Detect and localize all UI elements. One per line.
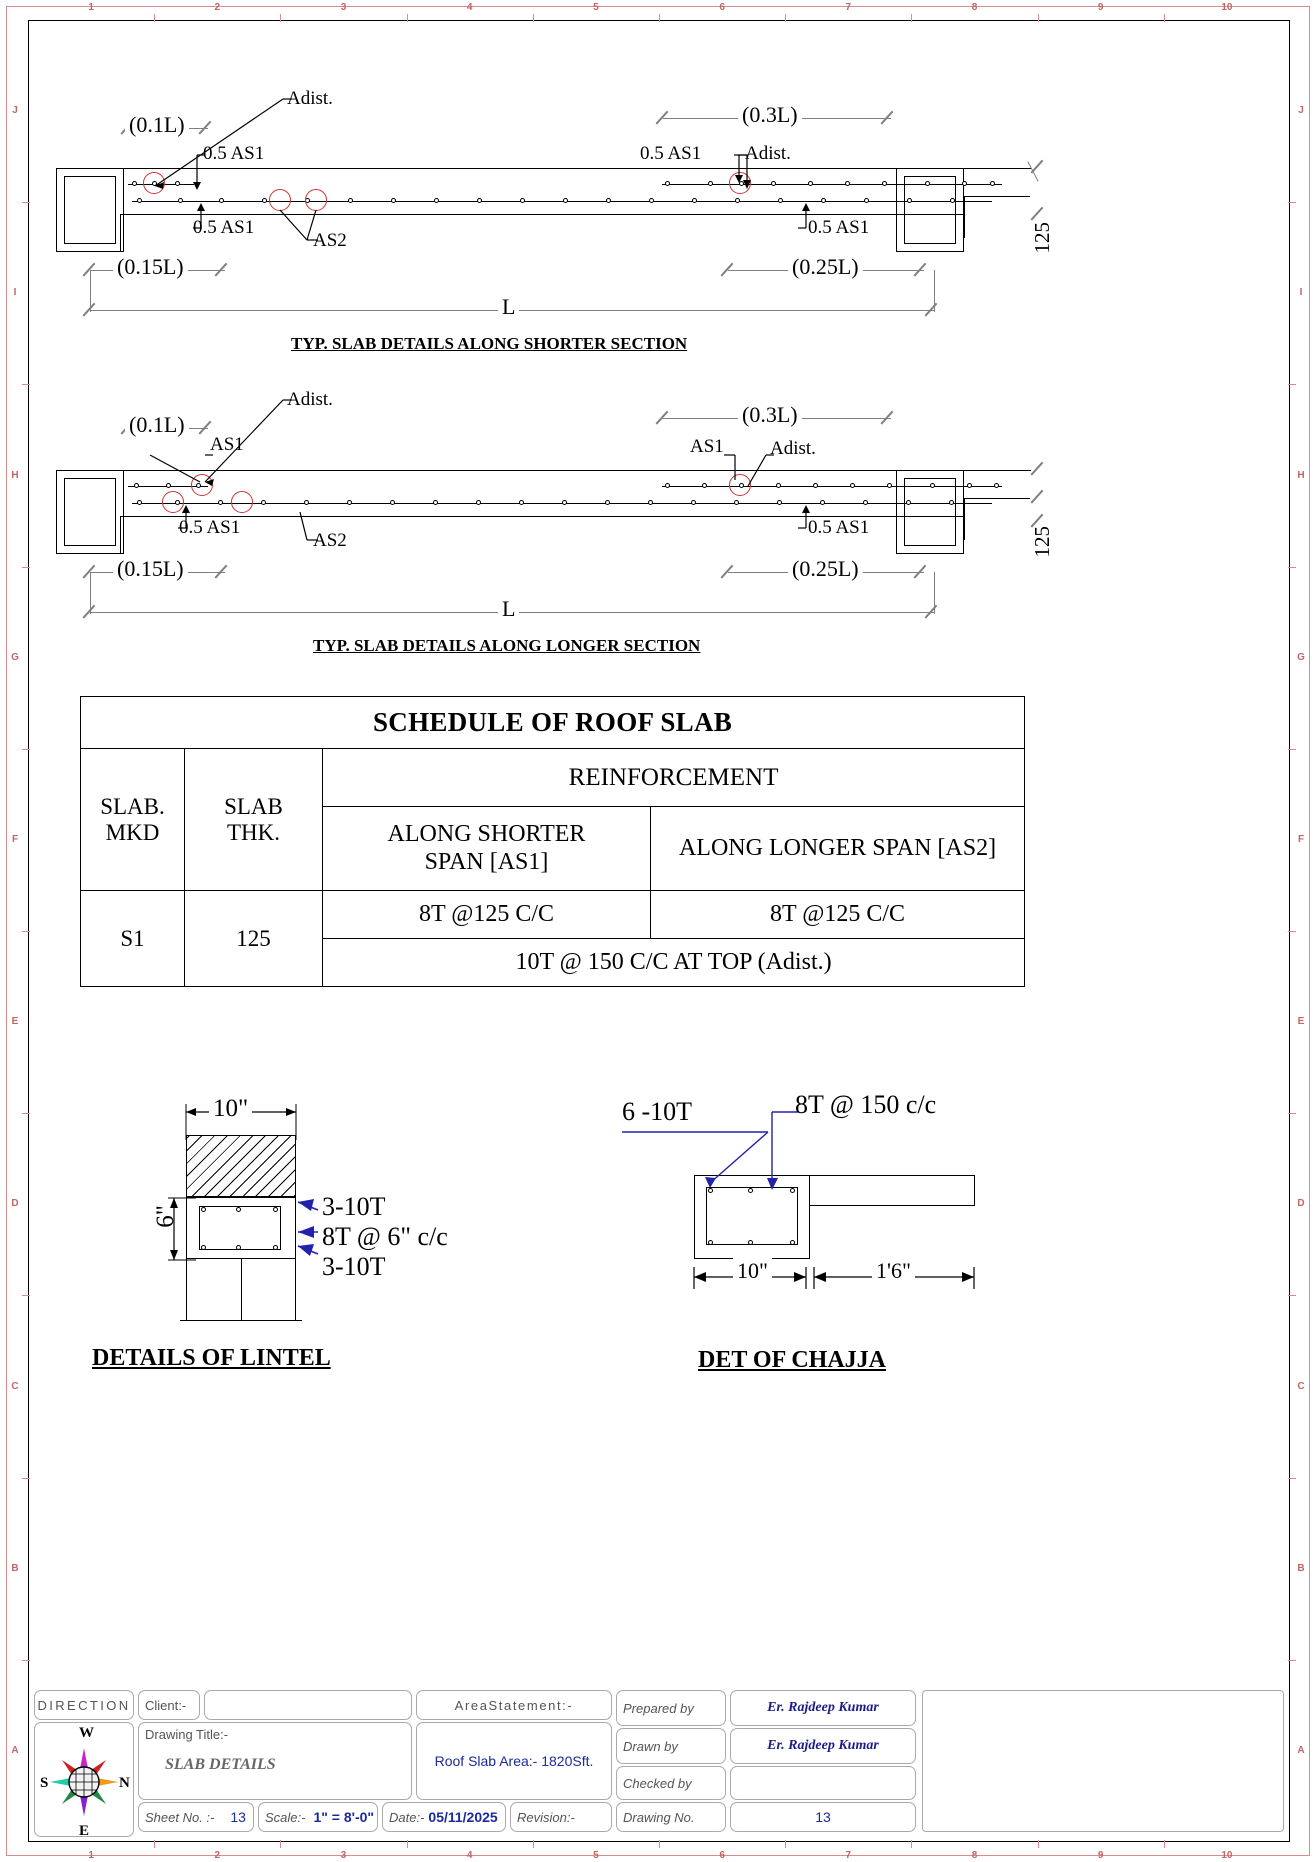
label-as2: AS2 bbox=[313, 230, 347, 251]
prepared-by-value: Er. Rajdeep Kumar bbox=[730, 1690, 916, 1726]
label-top-right-bar: 0.5 AS1 bbox=[640, 143, 702, 164]
grid-row-label: J bbox=[12, 105, 18, 117]
direction-header: DIRECTION bbox=[34, 1690, 134, 1720]
cell-as2: 8T @125 C/C bbox=[651, 891, 1025, 939]
label-bottom-left-bar: 0.5 AS1 bbox=[179, 517, 241, 538]
cell-adist: 10T @ 150 C/C AT TOP (Adist.) bbox=[323, 939, 1025, 987]
dim-03L-longer: (0.3L) bbox=[738, 402, 802, 428]
client-label: Client:- bbox=[138, 1690, 200, 1720]
label-adist-left: Adist. bbox=[287, 88, 333, 109]
drawn-by-value: Er. Rajdeep Kumar bbox=[730, 1728, 916, 1764]
grid-column-label: 6 bbox=[719, 2, 725, 13]
grid-column-label: 7 bbox=[845, 1850, 852, 1861]
grid-column-label: 2 bbox=[214, 2, 221, 13]
grid-column-label: 4 bbox=[466, 1850, 473, 1861]
grid-column-label: 9 bbox=[1097, 1850, 1104, 1861]
cell-slab-thk: 125 bbox=[185, 891, 323, 987]
grid-row-label: C bbox=[1297, 1380, 1305, 1392]
label-bottom-right-bar: 0.5 AS1 bbox=[808, 217, 870, 238]
lintel-detail-title: DETAILS OF LINTEL bbox=[92, 1345, 331, 1371]
lintel-dim-height: 6" bbox=[152, 1205, 179, 1228]
drawn-by-label: Drawn by bbox=[616, 1728, 726, 1764]
grid-column-label: 5 bbox=[593, 2, 599, 13]
grid-row-label: E bbox=[11, 1016, 19, 1028]
chajja-dist-bars-label: 8T @ 150 c/c bbox=[795, 1090, 937, 1119]
drawing-no-value: 13 bbox=[730, 1802, 916, 1832]
dim-025L-longer: (0.25L) bbox=[788, 556, 863, 582]
header-shorter-line1: ALONG SHORTER bbox=[387, 820, 586, 847]
revision-cell: Revision:- bbox=[510, 1802, 612, 1832]
grid-row-label: C bbox=[11, 1380, 19, 1392]
grid-column-label: 9 bbox=[1097, 2, 1104, 13]
label-bottom-right-bar: 0.5 AS1 bbox=[808, 517, 870, 538]
dim-thickness-longer: 125 bbox=[1030, 526, 1054, 558]
grid-column-label: 3 bbox=[340, 1850, 347, 1861]
grid-row-label: G bbox=[11, 651, 19, 663]
grid-row-label: D bbox=[1297, 1198, 1305, 1210]
prepared-by-label: Prepared by bbox=[616, 1690, 726, 1726]
header-slab-mkd-line2: MKD bbox=[105, 819, 160, 845]
chajja-dim-beam: 10" bbox=[733, 1258, 772, 1284]
dim-span-shorter: L bbox=[498, 294, 519, 320]
lintel-dim-width: 10" bbox=[209, 1095, 252, 1123]
lintel-bottom-bars-label: 3-10T bbox=[322, 1252, 386, 1281]
titleblock-blank-panel bbox=[922, 1690, 1284, 1832]
chajja-dim-projection: 1'6" bbox=[872, 1258, 915, 1284]
dim-015L-longer: (0.15L) bbox=[113, 556, 188, 582]
title-block bbox=[34, 1690, 1284, 1838]
compass-label-e: E bbox=[79, 1823, 90, 1839]
label-bottom-left-bar: 0.5 AS1 bbox=[193, 217, 255, 238]
grid-row-label: F bbox=[1297, 833, 1305, 845]
grid-row-label: I bbox=[13, 287, 17, 299]
roof-slab-area-cell: Roof Slab Area:- 1820Sft. bbox=[416, 1722, 612, 1800]
dim-thickness-shorter: 125 bbox=[1030, 222, 1054, 254]
grid-row-label: G bbox=[1297, 651, 1305, 663]
label-as2: AS2 bbox=[313, 530, 347, 551]
drawing-no-label: Drawing No. bbox=[616, 1802, 726, 1832]
grid-row-label: J bbox=[1298, 105, 1304, 117]
header-slab-thk-line2: THK. bbox=[226, 819, 281, 845]
label-top-right-bar: AS1 bbox=[690, 436, 724, 457]
grid-column-label: 10 bbox=[1221, 1850, 1233, 1861]
grid-row-label: A bbox=[11, 1744, 19, 1756]
grid-row-label: A bbox=[1297, 1744, 1305, 1756]
dim-01L-longer: (0.1L) bbox=[125, 412, 189, 438]
lintel-top-bars-label: 3-10T bbox=[322, 1192, 386, 1221]
grid-column-label: 10 bbox=[1221, 2, 1233, 13]
dim-span-longer: L bbox=[498, 596, 519, 622]
dim-025L-shorter: (0.25L) bbox=[788, 254, 863, 280]
grid-column-label: 1 bbox=[88, 1850, 94, 1861]
label-adist-right: Adist. bbox=[770, 438, 816, 459]
grid-row-label: B bbox=[1297, 1562, 1305, 1574]
grid-row-label: H bbox=[1297, 469, 1305, 481]
grid-column-label: 6 bbox=[719, 1850, 725, 1861]
grid-column-label: 1 bbox=[88, 2, 94, 13]
cell-as1: 8T @125 C/C bbox=[323, 891, 651, 939]
grid-row-label: F bbox=[11, 833, 19, 845]
area-statement-label: AreaStatement:- bbox=[416, 1690, 612, 1720]
grid-column-label: 2 bbox=[214, 1850, 221, 1861]
chajja-detail-title: DET OF CHAJJA bbox=[698, 1347, 887, 1373]
grid-column-label: 4 bbox=[466, 2, 473, 13]
grid-row-label: I bbox=[1299, 287, 1303, 299]
schedule-title: SCHEDULE OF ROOF SLAB bbox=[81, 697, 1025, 749]
header-slab-mkd-line1: SLAB. bbox=[100, 793, 165, 819]
header-slab-thk-line1: SLAB bbox=[224, 793, 283, 819]
dim-015L-shorter: (0.15L) bbox=[113, 254, 188, 280]
dim-03L-shorter: (0.3L) bbox=[738, 102, 802, 128]
grid-column-label: 7 bbox=[845, 2, 852, 13]
section-title-shorter: TYP. SLAB DETAILS ALONG SHORTER SECTION bbox=[291, 334, 688, 353]
compass-rose bbox=[34, 1722, 134, 1837]
dim-01L-shorter: (0.1L) bbox=[125, 112, 189, 138]
grid-row-label: H bbox=[11, 469, 19, 481]
section-title-longer: TYP. SLAB DETAILS ALONG LONGER SECTION bbox=[313, 636, 701, 655]
compass-label-w: W bbox=[79, 1725, 94, 1741]
grid-column-label: 8 bbox=[971, 1850, 978, 1861]
grid-row-label: B bbox=[11, 1562, 19, 1574]
label-top-left-bar: AS1 bbox=[210, 434, 244, 455]
header-along-longer: ALONG LONGER SPAN [AS2] bbox=[651, 807, 1025, 891]
compass-label-n: N bbox=[119, 1775, 130, 1791]
header-reinforcement: REINFORCEMENT bbox=[323, 749, 1025, 807]
grid-row-label: E bbox=[1297, 1016, 1305, 1028]
drawing-title-cell: Drawing Title:- SLAB DETAILS bbox=[138, 1722, 412, 1800]
grid-column-label: 3 bbox=[340, 2, 347, 13]
sheet-no-cell: Sheet No. :- 13 bbox=[138, 1802, 254, 1832]
lintel-stirrups-label: 8T @ 6" c/c bbox=[322, 1222, 448, 1251]
cell-slab-mkd: S1 bbox=[81, 891, 185, 987]
client-value-field[interactable] bbox=[204, 1690, 412, 1720]
grid-column-label: 8 bbox=[971, 2, 978, 13]
scale-cell: Scale:- 1" = 8'-0" bbox=[258, 1802, 378, 1832]
label-adist-left: Adist. bbox=[287, 389, 333, 410]
compass-label-s: S bbox=[40, 1775, 49, 1791]
grid-column-label: 5 bbox=[593, 1850, 599, 1861]
checked-by-value[interactable] bbox=[730, 1766, 916, 1800]
header-shorter-line2: SPAN [AS1] bbox=[424, 848, 549, 875]
grid-row-label: D bbox=[11, 1198, 19, 1210]
checked-by-label: Checked by bbox=[616, 1766, 726, 1800]
chajja-main-bars-label: 6 -10T bbox=[622, 1097, 693, 1126]
date-cell: Date:- 05/11/2025 bbox=[382, 1802, 506, 1832]
compass-icon bbox=[41, 1732, 127, 1828]
label-adist-right: Adist. bbox=[745, 143, 791, 164]
label-top-left-bar: 0.5 AS1 bbox=[203, 143, 265, 164]
